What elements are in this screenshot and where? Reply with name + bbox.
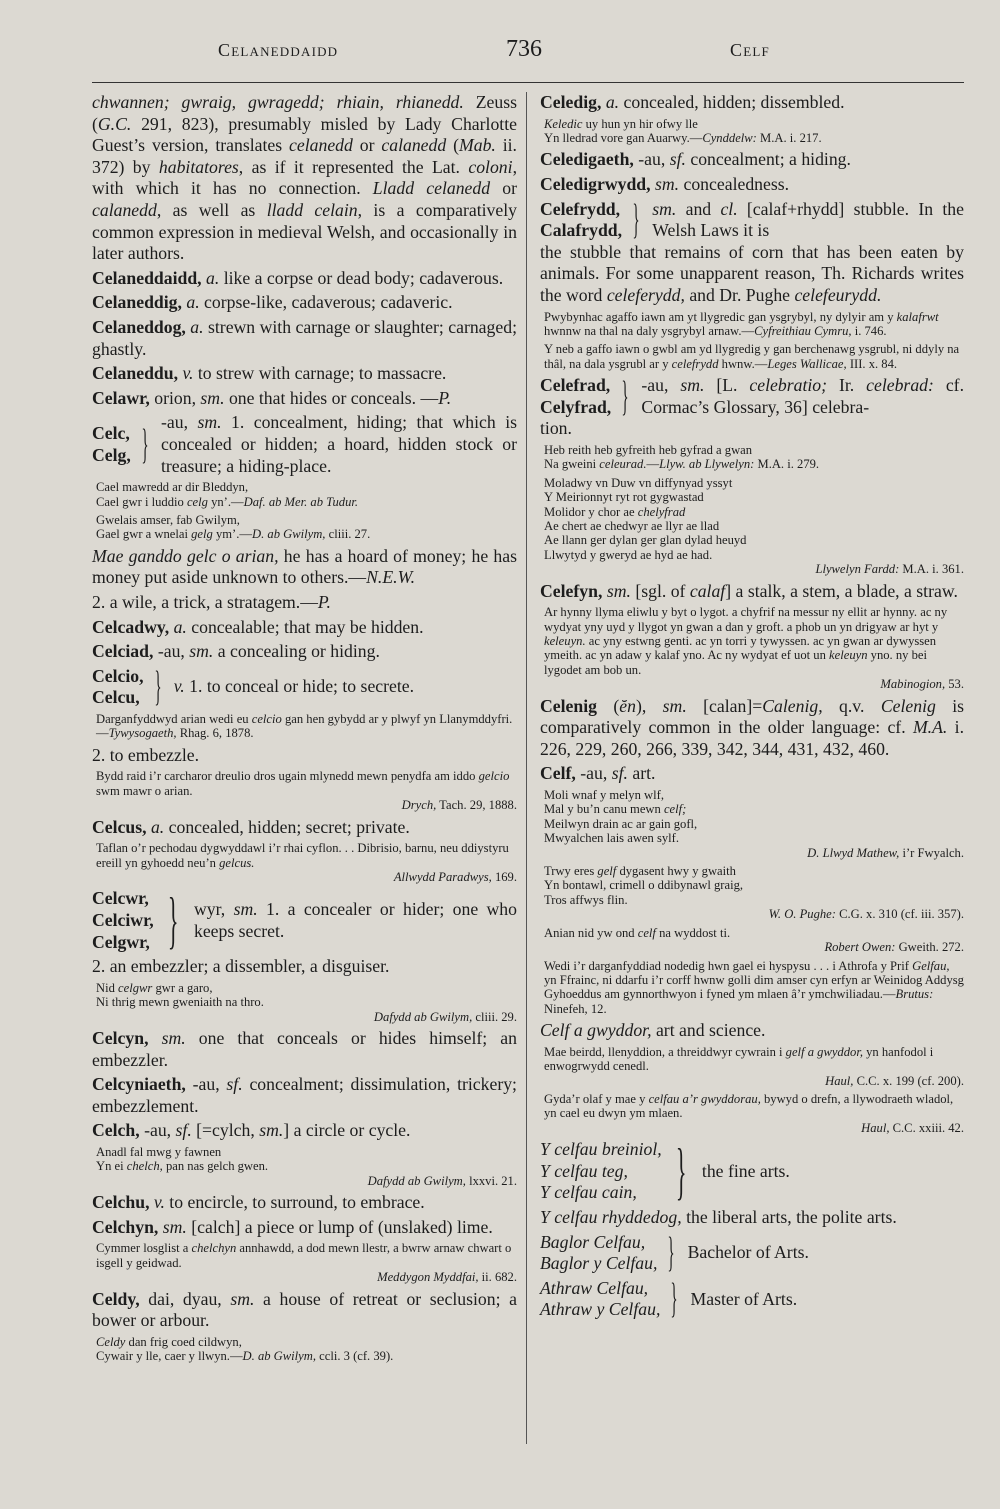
headword: Calafrydd, [540, 220, 623, 241]
quotation: Taflan o’r pechodau dygwyddawl i’r rhai cyflon. . . Dibrisio, barnu, neu ddiystyru ereill yn gyhoedd neu’n gelcus. Allwydd Paradwys, 169. [96, 841, 517, 884]
headword: Celcio, [92, 665, 144, 686]
quotation-source: D. Llwyd Mathew, i’r Fwyalch. [807, 845, 964, 860]
running-header [0, 36, 1000, 76]
quotation: Keledic uy hun yn hir ofwy lle Yn lledrad vore gan Auarwy.—Cynddelw: M.A. i. 217. [544, 116, 822, 145]
dictionary-entry: Celedigaeth, -au, sf. concealment; a hiding. [540, 149, 851, 170]
dictionary-entry: Celenig (ĕn), sm. [calan]=Calenig, q.v. Celenig is comparatively common in the older language: cf. M.A. i. 226, 229, 260, 266, 339, 342, 344, 431, 432, 460. [540, 695, 965, 759]
quotation-source: Meddygon Myddfai, ii. 682. [377, 1270, 517, 1285]
grouped-entry: Celcwr, Celciwr, Celgwr, } wyr, sm. 1. a concealer or hider; one who keeps secret. [92, 885, 517, 956]
quotation-source: Allwydd Paradwys, 169. [393, 869, 517, 884]
quotation: Heb reith heb gyfreith heb gyfrad a gwan Na gweini celeurad.—Llyw. ab Llywelyn: M.A. i. 279. [544, 442, 820, 472]
headword: Baglor y Celfau, [540, 1253, 658, 1274]
quotation: Moladwy vn Duw vn diffynyad yssyt Y Meirionnyt ryt rot gygwastad Molidor y chor ae chelyfrad Ae chert ae chedwyr ae llyr ae llad Ae llann ger dylan ger glan dylad heuyd Llwytyd y gweryd ae hyd ae had. Llywelyn Fardd: M.A. i. 361. [544, 475, 964, 577]
dictionary-entry: Celaneddog, a. strewn with carnage or slaughter; carnaged; ghastly. [92, 316, 517, 359]
dictionary-entry: Celaneddu, v. to strew with carnage; to massacre. [92, 363, 447, 384]
quotation: Pwybynhac agaffo iawn am yt llygredic gan ysgrybyl, ny dylyir am y kalafrwt hwnnw na thal na daly ysgrybyl arnaw.—Cyfreithiau Cymru, i. 746. [544, 309, 939, 338]
headword: Celefrydd, [540, 198, 621, 219]
dictionary-entry: Celaneddig, a. corpse-like, cadaverous; cadaveric. [92, 292, 453, 313]
quotation: Trwy eres gelf dygasent hwy y gwaith Yn bontawl, crimell o ddibynawl graig, Tros affwys flin. W. O. Pughe: C.G. x. 310 (cf. iii. 357). [544, 864, 964, 922]
quotation-source: Llywelyn Fardd: M.A. i. 361. [815, 562, 964, 577]
grouped-entry: Baglor Celfau, Baglor y Celfau, } Bachelor of Arts. [540, 1230, 809, 1277]
quotation: Nid celgwr gwr a garo, Ni thrig mewn gweniaith na thro. Dafydd ab Gwilym, cliii. 29. [96, 980, 517, 1024]
quotation: Anian nid yw ond celf na wyddost ti. Robert Owen: Gweith. 272. [544, 925, 964, 955]
dictionary-entry: 2. an embezzler; a dissembler, a disguiser. [92, 956, 390, 977]
headword: Athraw Celfau, [540, 1277, 649, 1298]
headword: Celefrad, [540, 375, 611, 396]
headword: Y celfau teg, [540, 1160, 628, 1181]
headword: Celciwr, [92, 909, 154, 930]
grouped-entry: Celcio, Celcu, } v. 1. to conceal or hide; to secrete. [92, 664, 415, 711]
dictionary-entry: Celf a gwyddor, art and science. [540, 1020, 766, 1041]
quotation-source: Mabinogion, 53. [880, 677, 964, 692]
quotation: Anadl fal mwg y fawnen Yn ei chelch, pan nas gelch gwen. Dafydd ab Gwilym, lxxvi. 21. [96, 1144, 517, 1188]
dictionary-entry: Celaneddaidd, a. like a corpse or dead body; cadaverous. [92, 267, 504, 288]
dictionary-entry: Celciad, -au, sm. a concealing or hiding. [92, 641, 380, 662]
dictionary-entry: Celdy, dai, dyau, sm. a house of retreat or seclusion; a bower or arbour. [92, 1288, 517, 1331]
quotation: Mae beirdd, llenyddion, a threiddwyr cywrain i gelf a gwyddor, yn hanfodol i enwogrwydd cenedl. Haul, C.C. x. 199 (cf. 200). [544, 1044, 964, 1088]
dictionary-entry: Celcadwy, a. concealable; that may be hidden. [92, 616, 424, 637]
quotation: Celdy dan frig coed cildwyn, Cywair y lle, caer y llwyn.—D. ab Gwilym, ccli. 3 (cf. 39). [96, 1334, 394, 1364]
headword: Celyfrad, [540, 396, 612, 417]
quotation: Darganfyddwyd arian wedi eu celcio gan hen gybydd ar y plwyf yn Llanymddyfri.—Tywysogaeth, Rhag. 6, 1878. [96, 711, 513, 741]
quotation-source: Drych, Tach. 29, 1888. [401, 798, 517, 813]
quotation-source: Dafydd ab Gwilym, cliii. 29. [373, 1009, 517, 1024]
brace-mark: } [621, 373, 629, 420]
quotation: Cymmer losglist a chelchyn annhawdd, a dod mewn llestr, a bwrw arnaw chwart o isgell y geidwad. Meddygon Myddfai, ii. 682. [96, 1241, 517, 1285]
quotation-source: Haul, C.C. x. 199 (cf. 200). [825, 1073, 964, 1088]
brace-mark: } [667, 1230, 676, 1277]
quotation-source: Dafydd ab Gwilym, lxxvi. 21. [367, 1173, 517, 1188]
quotation-source: Haul, C.C. xxiii. 42. [861, 1120, 964, 1135]
dictionary-entry: 2. to embezzle. [92, 744, 200, 765]
dictionary-entry: Celefyn, sm. [sgl. of calaf] a stalk, a stem, a blade, a straw. [540, 580, 958, 601]
dictionary-entry: Celcyn, sm. one that conceals or hides himself; an embezzler. [92, 1027, 517, 1070]
grouped-entry: Celc, Celg, } -au, sm. 1. concealment, hiding; that which is concealed or hidden; a hoard, hidden stock or treasure; a hiding-place. [92, 412, 517, 476]
brace-mark: } [632, 197, 640, 244]
grouped-entry: Y celfau breiniol, Y celfau teg, Y celfau cain, } the fine arts. [540, 1136, 790, 1207]
header-left-guideword: Celaneddaidd [218, 40, 339, 60]
quotation: Cael mawredd ar dir Bleddyn, Cael gwr i luddio celg yn’.—Daf. ab Mer. ab Tudur. [96, 480, 359, 509]
brace-mark: } [670, 1276, 678, 1323]
headword: Celcwr, [92, 888, 149, 909]
headword: Celg, [92, 444, 131, 465]
quotation: Gwelais amser, fab Gwilym, Gael gwr a wnelai gelg ym’.—D. ab Gwilym, cliii. 27. [96, 512, 371, 542]
dictionary-entry: 2. a wile, a trick, a stratagem.—P. [92, 591, 331, 612]
brace-mark: } [141, 421, 149, 468]
dictionary-entry: Celcyniaeth, -au, sf. concealment; dissimulation, trickery; embezzlement. [92, 1074, 517, 1116]
dictionary-entry: Celedigrwydd, sm. concealedness. [540, 174, 790, 194]
headword: Y celfau breiniol, [540, 1139, 662, 1160]
dictionary-entry: Celchyn, sm. [calch] a piece or lump of (unslaked) lime. [92, 1216, 493, 1237]
dictionary-entry: Celawr, orion, sm. one that hides or conceals. —P. [92, 387, 452, 408]
grouped-entry: Celefrad, Celyfrad, } -au, sm. [L. celebratio; Ir. celebrad: cf. Cormac’s Glossary, 36] celebra- tion. [540, 373, 964, 439]
quotation: Y neb a gaffo iawn o gwbl am yd llygredig y gan berchenawg ysgrubl, ni ddyly na thâl, na dala ysgrubl ar y celefrydd hwnw.—Leges Wallicae, III. x. 84. [544, 342, 960, 371]
quotation: Wedi i’r darganfyddiad nodedig hwn gael ei hyspysu . . . i Athrofa y Prif Gelfau, yn Ffrainc, ni ddarfu i’r corff hwnw golli dim amser cyn erfyn ar Weinidog Addysg Gyhoeddus am gynnorthwyon i fyned ym mlaen â’r ymchwiliadau.—Brutus: Ninefeh, 12. [544, 958, 964, 1016]
dictionary-entry: Celcus, a. concealed, hidden; secret; private. [92, 816, 410, 837]
grouped-entry: Celefrydd, Calafrydd, } sm. and cl. [calaf+rhydd] stubble. In the Welsh Laws it is the stubble that remains of corn that has been eaten by animals. For some unapparent reason, Th. Richards writes the word celeferydd, and Dr. Pughe celefeurydd. [540, 197, 964, 305]
quotation: Ar hynny llyma eliwlu y byt o lygot. a chyfrif na messur ny ellit ar hynny. ac ny wydyat yny uyd y llygot yn gwan a dan y groft. a phob un yn drigyaw ar hyt y keleuyn. ac yny estwng genti. ac yn torri y tywyssen. ac yn gwan ar dywyssen ymeith. ac yn adaw y kalaf yno. Ac ny wydyat ef uot un keleuyn yno. ny bei lygodet am bob un. Mabinogion, 53. [544, 605, 964, 692]
column-divider [526, 92, 527, 1444]
dictionary-entry: Celedig, a. concealed, hidden; dissembled. [540, 92, 845, 112]
headword: Celc, [92, 423, 130, 444]
headword: Y celfau cain, [540, 1182, 637, 1203]
dictionary-entry: Celf, -au, sf. art. [540, 763, 656, 784]
headword: Athraw y Celfau, [540, 1299, 661, 1320]
dictionary-entry: Celchu, v. to encircle, to surround, to embrace. [92, 1192, 425, 1213]
dictionary-entry: Y celfau rhyddedog, the liberal arts, the polite arts. [540, 1206, 897, 1227]
brace-mark: } [154, 664, 162, 711]
dictionary-entry: Celch, -au, sf. [=cylch, sm.] a circle or cycle. [92, 1120, 411, 1141]
quotation-source: Robert Owen: Gweith. 272. [824, 940, 964, 955]
quotation: Gyda’r olaf y mae y celfau a’r gwyddorau, bywyd o drefn, a llywodraeth wladol, yn cael eu dwyn ym mlaen. Haul, C.C. xxiii. 42. [544, 1091, 964, 1135]
left-column [92, 92, 517, 1368]
headword: Baglor Celfau, [540, 1231, 646, 1252]
headword: Celcu, [92, 687, 140, 708]
dictionary-entry: Mae ganddo gelc o arian, he has a hoard of money; he has money put aside unknown to others.—N.E.W. [92, 545, 517, 588]
page-number: 736 [506, 36, 542, 62]
headword: Celgwr, [92, 931, 150, 952]
dictionary-entry: chwannen; gwraig, gwragedd; rhiain, rhianedd. Zeuss (G.C. 291, 823), presumably misled by Lady Charlotte Guest’s version, translates celanedd or calanedd (Mab. ii. 372) by habitatores, as if it represented the Lat. coloni, with which it has no connection. Lladd celanedd or calanedd, as well as lladd celain, is a comparatively common expression in medieval Welsh, and occasionally in later authors. [92, 92, 518, 264]
right-column [540, 92, 964, 1324]
grouped-entry: Athraw Celfau, Athraw y Celfau, } Master of Arts. [540, 1276, 798, 1323]
brace-mark: } [675, 1136, 687, 1207]
quotation: Moli wnaf y melyn wlf, Mal y bu’n canu mewn celf; Meilwyn drain ac ar gain gofl, Mwyalchen lais awen sylf. D. Llwyd Mathew, i’r Fwyalch. [544, 788, 964, 860]
brace-mark: } [167, 885, 179, 956]
header-rule [92, 82, 964, 83]
quotation: Bydd raid i’r carcharor dreulio dros ugain mlynedd mewn penydfa am iddo gelcio swm mawr o arian. Drych, Tach. 29, 1888. [96, 769, 517, 813]
quotation-source: W. O. Pughe: C.G. x. 310 (cf. iii. 357). [768, 907, 964, 922]
header-right-guideword: Celf [730, 40, 770, 60]
